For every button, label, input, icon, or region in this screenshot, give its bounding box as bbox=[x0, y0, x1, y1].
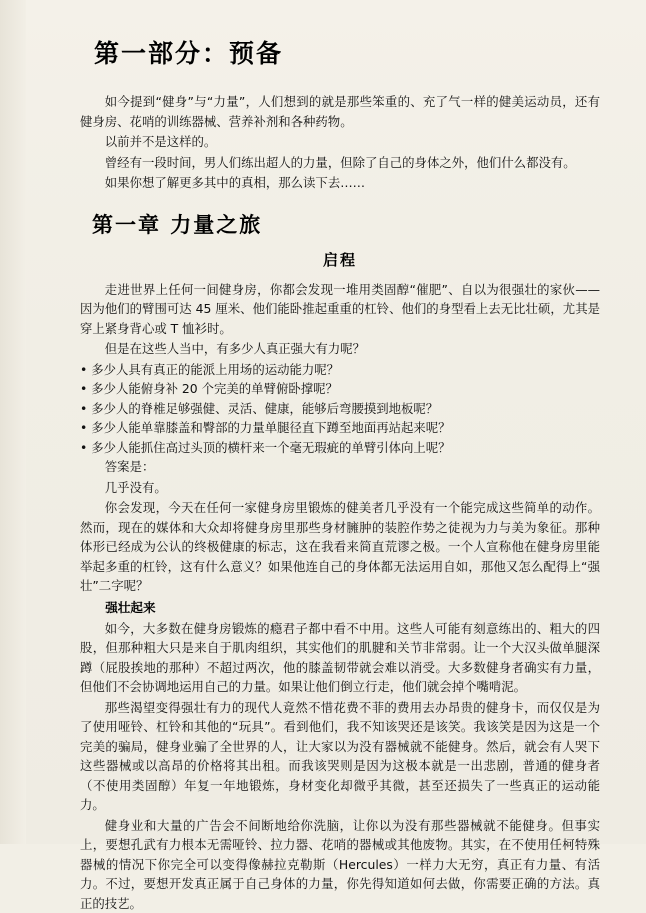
paragraph: 以前并不是这样的。 bbox=[80, 132, 600, 152]
intro-section bbox=[80, 92, 600, 193]
paragraph: 如今提到“健身”与“力量”，人们想到的就是那些笨重的、充了气一样的健美运动员，还有健身房、花哨的训练器械、营养补剂和各种药物。 bbox=[80, 92, 600, 131]
paragraph: 几乎没有。 bbox=[80, 478, 600, 498]
paragraph: 但是在这些人当中，有多少人真正强大有力呢？ bbox=[80, 339, 600, 359]
part-title: 第一部分：预备 bbox=[94, 34, 600, 70]
section-title: 启程 bbox=[80, 249, 600, 270]
paragraph: 曾经有一段时间，男人们练出超人的力量，但除了自己的身体之外，他们什么都没有。 bbox=[80, 153, 600, 173]
list-item: • 多少人能俯身补 20 个完美的单臂俯卧撑呢？ bbox=[80, 379, 600, 399]
list-item: • 多少人能抓住高过头顶的横杆来一个毫无瑕疵的单臂引体向上呢？ bbox=[80, 438, 600, 458]
paragraph: 你会发现，今天在任何一家健身房里锻炼的健美者几乎没有一个能完成这些简单的动作。然而，现在的媒体和大众却将健身房里那些身材臃肿的装腔作势之徒视为力与美为象征。那种体形已经成为公认的终极健康的标志，这在我看来简直荒谬之极。一个人宣称他在健身房里能举起多重的杠铃，这有什么意义？如果他连自己的身体都无法运用自如，那他又怎么配得上“强壮”二字呢？ bbox=[80, 498, 600, 596]
list-item: • 多少人具有真正的能派上用场的运动能力呢？ bbox=[80, 360, 600, 380]
paragraph: 如果你想了解更多其中的真相，那么读下去…… bbox=[80, 173, 600, 193]
paragraph: 如今，大多数在健身房锻炼的瘾君子都中看不中用。这些人可能有刻意练出的、粗大的四股，但那种粗大只是来自于肌肉组织，其实他们的肌腱和关节非常弱。让一个大汉头做单腿深蹲（屁股挨地的那种）不超过两次，他的膝盖韧带就会难以消受。大多数健身者确实有力量，但他们不会协调地运用自己的力量。如果让他们倒立行走，他们就会掉个嘴啃泥。 bbox=[80, 619, 600, 697]
paragraph: 那些渴望变得强壮有力的现代人竟然不惜花费不菲的费用去办昂贵的健身卡，而仅仅是为了使用哑铃、杠铃和其他的“玩具”。看到他们，我不知该哭还是该笑。我该笑是因为这是一个完美的骗局，健身业骗了全世界的人，让大家以为没有器械就不能健身。然后，就会有人哭下这些器械或以高昂的价格将其出租。而我该哭则是因为这极本就是一出悲剧，普通的健身者（不使用类固醇）年复一年地锻炼，身材变化却微乎其微，甚至还损失了一些真正的运动能力。 bbox=[80, 698, 600, 815]
chapter-title: 第一章 力量之旅 bbox=[92, 209, 600, 239]
section-body bbox=[80, 280, 600, 913]
paragraph: 健身业和大量的广告会不间断地给你洗脑，让你以为没有那些器械就不能健身。但事实上，要想孔武有力根本无需哑铃、拉力器、花哨的器械或其他废物。其实，在不使用任柯特殊器械的情况下你完全可以变得像赫拉克勒斯（Hercules）一样力大无穷，真正有力量、有活力。不过，要想开发真正属于自己身体的力量，你先得知道如何去做，你需要正确的方法。真正的技艺。 bbox=[80, 816, 600, 913]
paragraph: 走进世界上任何一间健身房，你都会发现一堆用类固醇“催肥”、自以为很强壮的家伙——因为他们的臂围可达 45 厘米、他们能卧推起重重的杠铃、他们的身型看上去无比壮硕，尤其是穿上紧身背心或 T 恤衫时。 bbox=[80, 280, 600, 339]
paragraph: 答案是： bbox=[80, 457, 600, 477]
subheading: 强壮起来 bbox=[80, 598, 600, 618]
list-item: • 多少人的脊椎足够强健、灵活、健康，能够后弯腰摸到地板呢？ bbox=[80, 399, 600, 419]
list-item: • 多少人能单靠膝盖和臀部的力量单腿径直下蹲至地面再站起来呢？ bbox=[80, 418, 600, 438]
